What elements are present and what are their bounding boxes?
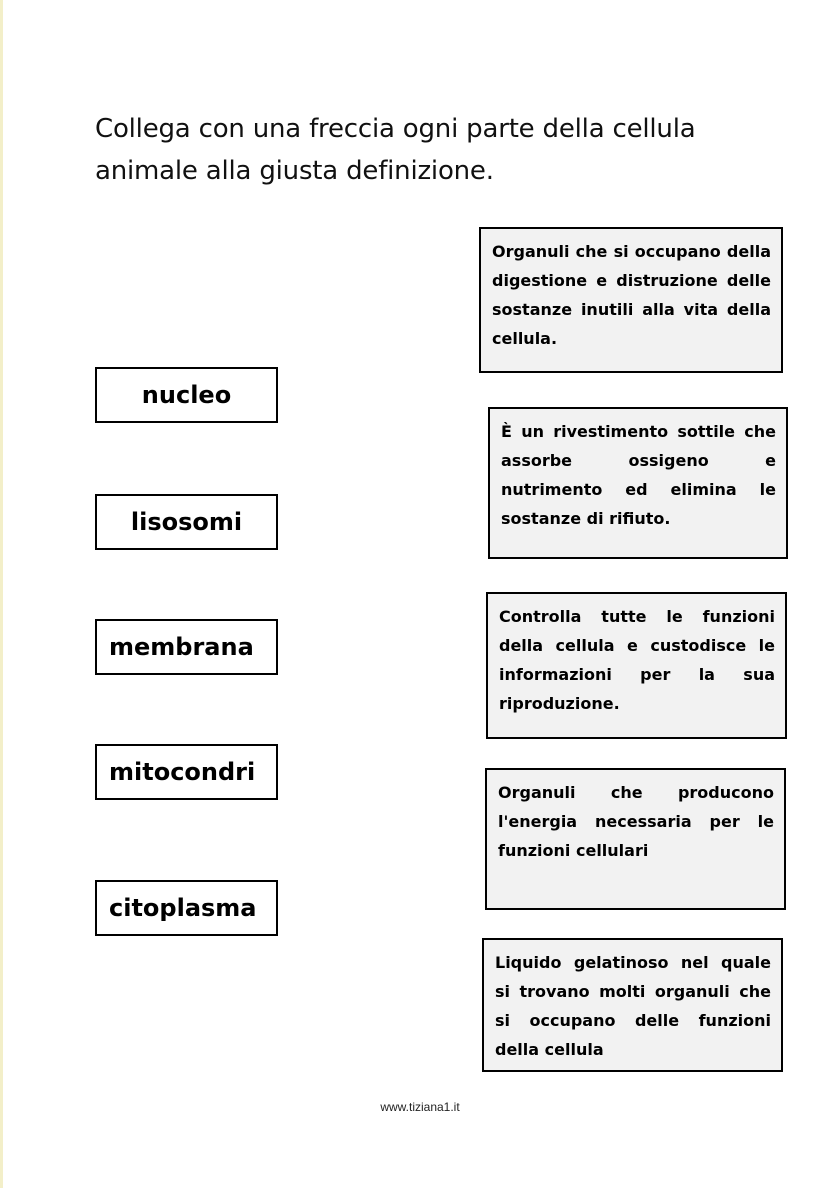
- term-box-membrana[interactable]: membrana: [95, 619, 278, 675]
- term-box-citoplasma[interactable]: citoplasma: [95, 880, 278, 936]
- definition-box-3[interactable]: Controlla tutte le funzioni della cellula e custodisce le informazioni per la sua riproduzione.: [486, 592, 787, 739]
- definition-box-5[interactable]: Liquido gelatinoso nel quale si trovano molti organuli che si occupano delle funzioni della cellula: [482, 938, 783, 1072]
- term-box-lisosomi[interactable]: lisosomi: [95, 494, 278, 550]
- definition-box-2[interactable]: È un rivestimento sottile che assorbe ossigeno e nutrimento ed elimina le sostanze di rifiuto.: [488, 407, 788, 559]
- footer-website: www.tiziana1.it: [380, 1100, 460, 1114]
- definition-box-1[interactable]: Organuli che si occupano della digestione e distruzione delle sostanze inutili alla vita della cellula.: [479, 227, 783, 373]
- term-box-mitocondri[interactable]: mitocondri: [95, 744, 278, 800]
- definition-box-4[interactable]: Organuli che producono l'energia necessaria per le funzioni cellulari: [485, 768, 786, 910]
- page-edge: [0, 0, 3, 1188]
- term-box-nucleo[interactable]: nucleo: [95, 367, 278, 423]
- exercise-instructions: Collega con una freccia ogni parte della cellula animale alla giusta definizione.: [95, 114, 696, 186]
